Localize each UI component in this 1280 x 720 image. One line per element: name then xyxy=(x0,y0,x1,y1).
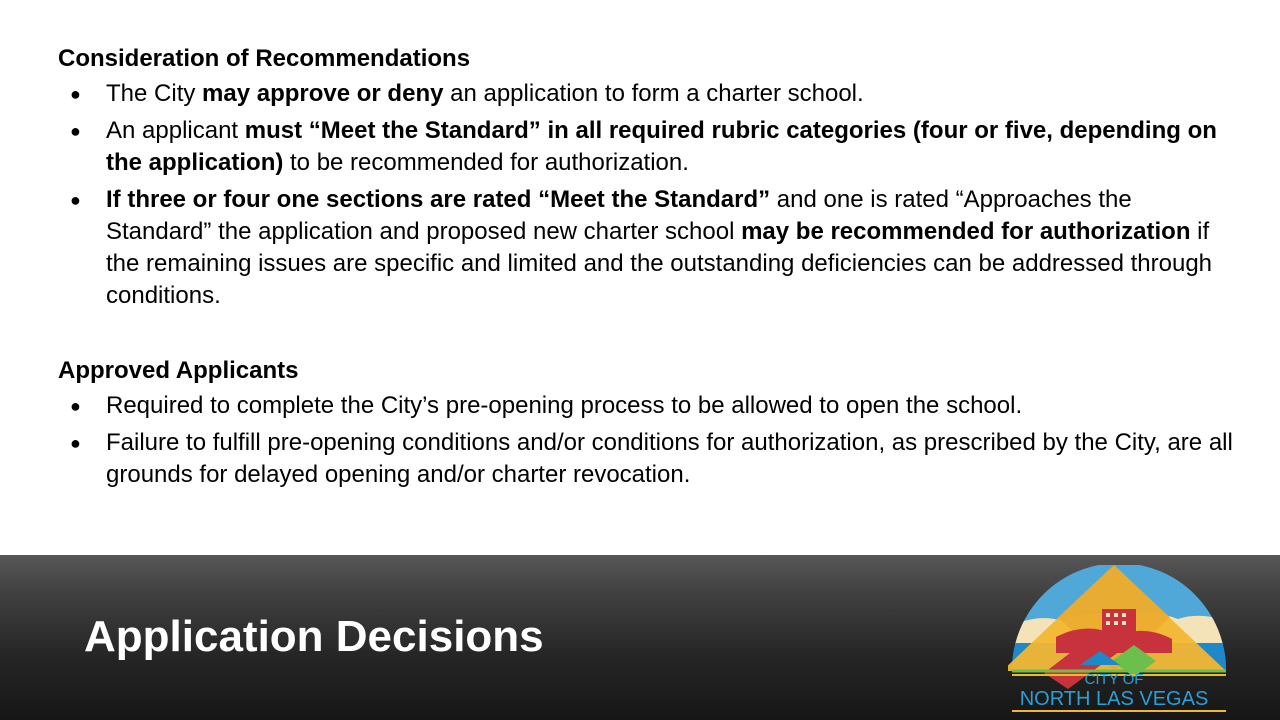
bullet-dot-icon: ● xyxy=(70,190,81,210)
slide-title: Application Decisions xyxy=(84,612,544,661)
approved-applicants-list xyxy=(58,390,1238,491)
bullet-item: ● An applicant must “Meet the Standard” in all required rubric categories (four or five, depending on the application) to be recommended for authorization. xyxy=(70,117,1217,176)
logo-north-las-vegas-text: NORTH LAS VEGAS xyxy=(1019,688,1209,710)
recommendations-list xyxy=(58,78,1238,312)
bullet-dot-icon: ● xyxy=(70,396,81,416)
bullet-item: ● The City may approve or deny an application to form a charter school. xyxy=(58,78,1238,110)
section-heading-recommendations: Consideration of Recommendations xyxy=(58,45,471,72)
bullet-dot-icon: ● xyxy=(70,84,81,104)
section-heading-approved-applicants: Approved Applicants xyxy=(58,357,299,384)
bullet-item: ● Required to complete the City’s pre-opening process to be allowed to open the school. xyxy=(58,390,1238,422)
slide-content xyxy=(58,43,1238,496)
bullet-dot-icon: ● xyxy=(70,433,81,453)
logo-city-of-text: CITY OF xyxy=(1084,671,1144,688)
bullet-item: ● Failure to fulfill pre-opening conditions and/or conditions for authorization, as prescribed by the City, are all grounds for delayed opening and/or charter revocation. xyxy=(70,429,1233,488)
section-spacer xyxy=(58,317,1238,355)
bullet-item: ● If three or four one sections are rated “Meet the Standard” and one is rated “Approaches the Standard” the application and proposed new charter school may be recommended for authorization if the remaining issues are specific and limited and the outstanding deficiencies can be addressed through conditions. xyxy=(70,186,1213,309)
bullet-dot-icon: ● xyxy=(70,121,81,141)
